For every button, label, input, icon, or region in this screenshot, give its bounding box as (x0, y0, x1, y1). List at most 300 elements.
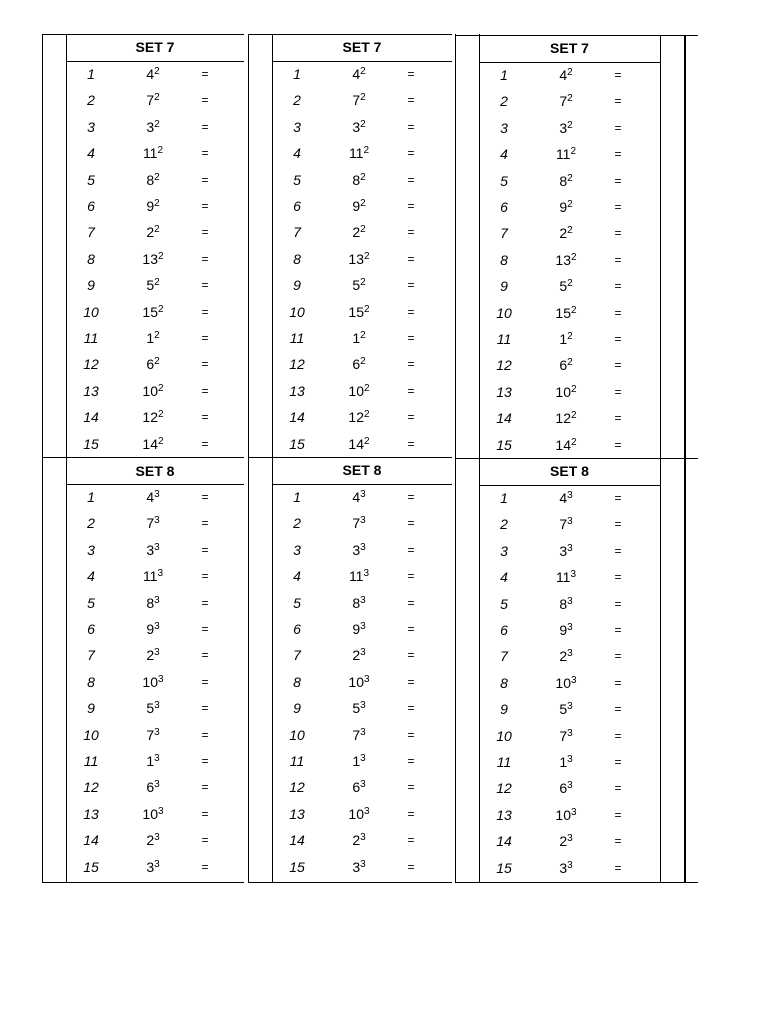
power-expression (541, 115, 591, 141)
power-exponent: 3 (567, 542, 573, 554)
problem-number: 2 (293, 92, 301, 109)
problem-number: 6 (87, 621, 95, 637)
power-base: 14 (555, 436, 571, 453)
problem-row (248, 114, 452, 140)
problem-number: 14 (496, 833, 512, 850)
power-base: 8 (352, 594, 361, 611)
problem-row (42, 563, 244, 589)
power-expression (541, 273, 591, 299)
power-base: 2 (352, 224, 361, 241)
power-base: 3 (559, 119, 568, 136)
power-exponent: 3 (567, 754, 573, 765)
equals-sign: = (614, 68, 622, 82)
problem-row (248, 748, 452, 774)
problem-number: 9 (500, 701, 508, 718)
power-expression (128, 351, 178, 377)
equals-sign: = (407, 172, 415, 187)
problem-number: 15 (83, 435, 99, 452)
power-expression (541, 591, 591, 617)
power-base: 3 (146, 118, 155, 135)
power-expression (541, 670, 591, 696)
problem-row (455, 405, 660, 431)
power-base: 13 (142, 250, 158, 267)
problem-number: 8 (500, 674, 508, 691)
problem-row (455, 643, 660, 669)
power-exponent: 2 (364, 435, 370, 447)
power-base: 6 (352, 356, 361, 373)
power-expression (541, 564, 591, 590)
equals-sign: = (201, 833, 209, 848)
power-base: 3 (352, 858, 361, 875)
power-exponent: 3 (154, 726, 160, 738)
power-expression (334, 325, 384, 351)
problem-row (248, 563, 452, 589)
power-exponent: 3 (360, 515, 366, 527)
power-exponent: 2 (158, 435, 164, 447)
equals-sign: = (614, 94, 622, 109)
power-expression (541, 300, 591, 326)
problem-row (455, 723, 660, 749)
problem-row (42, 642, 244, 668)
equals-sign: = (614, 491, 622, 505)
power-expression (541, 88, 591, 114)
power-base: 8 (352, 171, 361, 188)
power-expression (334, 431, 384, 457)
problem-row (455, 802, 660, 828)
problem-number: 1 (293, 489, 301, 505)
problem-row (455, 511, 660, 537)
power-expression (541, 538, 591, 564)
equals-sign: = (407, 304, 415, 319)
equals-sign: = (407, 383, 415, 398)
power-base: 7 (559, 93, 568, 110)
equals-sign: = (407, 67, 415, 81)
problem-row (455, 775, 660, 801)
power-expression (128, 325, 178, 351)
equals-sign: = (614, 305, 622, 320)
equals-sign: = (201, 119, 209, 134)
problem-row (455, 220, 660, 246)
equals-sign: = (407, 410, 415, 425)
power-exponent: 2 (571, 304, 577, 316)
equals-sign: = (614, 623, 622, 637)
power-base: 6 (146, 356, 155, 373)
equals-sign: = (201, 93, 209, 108)
power-exponent: 3 (360, 753, 366, 764)
power-base: 4 (146, 66, 155, 82)
equals-sign: = (614, 411, 622, 426)
power-expression (128, 774, 178, 800)
power-exponent: 3 (567, 595, 573, 607)
power-expression (541, 168, 591, 194)
problem-row (42, 140, 244, 166)
power-exponent: 2 (154, 171, 160, 183)
problem-number: 13 (83, 382, 99, 399)
power-exponent: 3 (571, 674, 577, 686)
power-expression (541, 643, 591, 669)
power-exponent: 2 (567, 357, 573, 369)
problem-number: 5 (500, 172, 508, 189)
equals-sign: = (201, 436, 209, 451)
column-bottom-border (455, 882, 698, 883)
power-base: 6 (352, 779, 361, 796)
problem-row (455, 591, 660, 617)
problem-number: 6 (293, 198, 301, 214)
power-expression (334, 563, 384, 589)
power-base: 7 (559, 727, 568, 744)
problem-row (42, 87, 244, 113)
power-exponent: 2 (154, 92, 160, 104)
equals-sign: = (614, 543, 622, 558)
power-exponent: 2 (571, 383, 577, 395)
power-expression (334, 510, 384, 536)
power-exponent: 3 (154, 647, 160, 659)
power-exponent: 3 (360, 647, 366, 659)
equals-sign: = (407, 542, 415, 557)
power-expression (541, 617, 591, 643)
power-base: 10 (142, 382, 158, 399)
equals-sign: = (407, 806, 415, 821)
problem-row (42, 193, 244, 219)
power-exponent: 3 (157, 568, 164, 580)
equals-sign: = (614, 702, 622, 717)
equals-sign: = (201, 754, 209, 768)
problem-number: 1 (500, 490, 508, 506)
problem-number: 15 (289, 858, 305, 875)
problem-number: 8 (87, 250, 95, 267)
problem-row (248, 642, 452, 668)
equals-sign: = (407, 93, 415, 108)
power-exponent: 3 (360, 858, 366, 870)
power-expression (128, 748, 178, 774)
problem-row (42, 378, 244, 404)
power-exponent: 3 (360, 832, 366, 844)
problem-row (455, 828, 660, 854)
problem-number: 6 (500, 622, 508, 638)
power-expression (541, 828, 591, 854)
power-base: 1 (352, 753, 361, 769)
power-expression (334, 140, 384, 166)
problem-row (455, 247, 660, 273)
power-expression (541, 220, 591, 246)
power-expression (334, 484, 384, 510)
equals-sign: = (614, 200, 622, 214)
equals-sign: = (407, 754, 415, 768)
problem-row (42, 722, 244, 748)
power-base: 11 (348, 145, 364, 162)
power-base: 9 (559, 622, 568, 638)
power-expression (334, 590, 384, 616)
power-exponent: 2 (154, 356, 160, 368)
problem-number: 11 (83, 753, 99, 769)
power-exponent: 3 (154, 700, 160, 712)
problem-number: 2 (500, 516, 508, 533)
equals-sign: = (201, 357, 209, 372)
problem-number: 9 (87, 700, 95, 717)
power-base: 6 (559, 780, 568, 797)
equals-sign: = (614, 384, 622, 399)
problem-row (248, 87, 452, 113)
power-exponent: 2 (360, 198, 366, 209)
power-expression (541, 352, 591, 378)
problem-number: 5 (87, 171, 95, 188)
power-expression (541, 775, 591, 801)
power-base: 6 (146, 779, 155, 796)
equals-sign: = (201, 542, 209, 557)
problem-row (248, 431, 452, 457)
power-expression (334, 827, 384, 853)
power-base: 9 (146, 198, 155, 214)
power-expression (541, 696, 591, 722)
equals-sign: = (407, 727, 415, 742)
problem-number: 15 (496, 859, 512, 876)
problem-number: 10 (83, 303, 99, 320)
power-base: 2 (559, 648, 568, 665)
power-expression (541, 194, 591, 220)
problem-number: 9 (293, 700, 301, 717)
problem-number: 10 (496, 304, 512, 321)
problem-row (42, 325, 244, 351)
problem-number: 8 (293, 250, 301, 267)
power-expression (128, 404, 178, 430)
set-title: SET 8 (342, 462, 382, 478)
power-exponent: 3 (567, 490, 573, 501)
power-exponent: 3 (158, 805, 164, 817)
problem-number: 12 (289, 356, 305, 373)
problem-row (248, 722, 452, 748)
power-exponent: 2 (360, 118, 366, 130)
power-expression (334, 854, 384, 880)
problem-number: 7 (500, 225, 508, 242)
power-base: 1 (146, 330, 155, 346)
power-base: 7 (352, 92, 361, 109)
equals-sign: = (201, 304, 209, 319)
problem-row (42, 404, 244, 430)
power-base: 2 (146, 224, 155, 241)
problem-row (248, 140, 452, 166)
power-expression (334, 167, 384, 193)
power-expression (334, 669, 384, 695)
power-expression (128, 616, 178, 642)
problem-row (248, 590, 452, 616)
problem-number: 10 (289, 303, 305, 320)
power-expression (334, 774, 384, 800)
power-expression (128, 114, 178, 140)
power-exponent: 2 (567, 119, 573, 131)
equals-sign: = (614, 226, 622, 241)
power-exponent: 3 (571, 806, 577, 818)
problem-number: 2 (87, 92, 95, 109)
power-exponent: 3 (360, 489, 366, 500)
problem-number: 13 (496, 806, 512, 823)
problem-number: 9 (500, 278, 508, 295)
equals-sign: = (614, 807, 622, 822)
problem-row (248, 246, 452, 272)
problem-row (248, 695, 452, 721)
problem-row (455, 564, 660, 590)
power-expression (334, 404, 384, 430)
equals-sign: = (614, 755, 622, 769)
equals-sign: = (201, 701, 209, 716)
problem-row (248, 774, 452, 800)
problem-row (42, 299, 244, 325)
power-base: 14 (142, 435, 158, 452)
power-exponent: 3 (570, 569, 577, 581)
power-expression (128, 219, 178, 245)
problem-row (455, 88, 660, 114)
problem-number: 11 (289, 753, 305, 769)
power-expression (541, 405, 591, 431)
power-base: 7 (352, 515, 361, 532)
equals-sign: = (407, 119, 415, 134)
problem-number: 15 (83, 858, 99, 875)
power-expression (541, 855, 591, 881)
problem-row (248, 325, 452, 351)
power-exponent: 2 (567, 67, 573, 78)
problem-number: 7 (500, 648, 508, 665)
problem-number: 12 (496, 357, 512, 374)
power-base: 2 (146, 647, 155, 664)
equals-sign: = (407, 780, 415, 795)
power-expression (128, 722, 178, 748)
problem-number: 14 (289, 832, 305, 849)
power-exponent: 2 (360, 356, 366, 368)
problem-row (248, 299, 452, 325)
power-expression (334, 642, 384, 668)
problem-row (455, 115, 660, 141)
problem-row (42, 510, 244, 536)
power-expression (334, 378, 384, 404)
power-base: 8 (559, 172, 568, 189)
power-expression (541, 723, 591, 749)
problem-row (42, 616, 244, 642)
power-exponent: 2 (571, 410, 577, 422)
power-exponent: 3 (154, 858, 160, 870)
problem-number: 12 (289, 779, 305, 796)
problem-number: 3 (293, 118, 301, 135)
power-exponent: 2 (158, 303, 164, 315)
problem-number: 5 (293, 171, 301, 188)
power-expression (128, 140, 178, 166)
problem-row (42, 114, 244, 140)
power-expression (334, 695, 384, 721)
problem-row (42, 801, 244, 827)
problem-row (248, 193, 452, 219)
power-base: 2 (146, 832, 155, 849)
problem-number: 12 (496, 780, 512, 797)
problem-row (248, 801, 452, 827)
problem-number: 3 (87, 118, 95, 135)
power-expression (128, 854, 178, 880)
power-expression (334, 61, 384, 87)
problem-row (42, 695, 244, 721)
equals-sign: = (407, 674, 415, 689)
equals-sign: = (614, 173, 622, 188)
power-expression (128, 378, 178, 404)
problem-number: 9 (87, 277, 95, 294)
equals-sign: = (407, 278, 415, 293)
problem-number: 11 (289, 330, 305, 346)
problem-row (42, 748, 244, 774)
problem-row (42, 246, 244, 272)
problem-number: 11 (83, 330, 99, 346)
power-base: 5 (352, 700, 361, 717)
power-exponent: 2 (158, 250, 164, 262)
power-expression (128, 193, 178, 219)
problem-row (42, 167, 244, 193)
power-exponent: 2 (158, 382, 164, 394)
power-exponent: 3 (567, 622, 573, 633)
power-exponent: 3 (360, 700, 366, 712)
equals-sign: = (614, 517, 622, 532)
equals-sign: = (201, 490, 209, 504)
equals-sign: = (407, 436, 415, 451)
power-expression (334, 272, 384, 298)
power-base: 1 (559, 754, 568, 770)
power-base: 5 (352, 277, 361, 294)
problem-number: 10 (83, 726, 99, 743)
power-base: 12 (142, 409, 158, 426)
power-exponent: 2 (363, 145, 370, 157)
power-expression (128, 272, 178, 298)
equals-sign: = (201, 67, 209, 81)
power-base: 7 (146, 515, 155, 532)
problem-row (248, 351, 452, 377)
problem-number: 4 (87, 568, 95, 585)
problem-row (42, 431, 244, 457)
power-base: 15 (348, 303, 364, 320)
power-base: 14 (348, 435, 364, 452)
equals-sign: = (201, 199, 209, 213)
problem-number: 10 (289, 726, 305, 743)
power-expression (541, 511, 591, 537)
equals-sign: = (407, 833, 415, 848)
equals-sign: = (614, 860, 622, 875)
problem-number: 13 (289, 382, 305, 399)
power-base: 1 (146, 753, 155, 769)
equals-sign: = (407, 516, 415, 531)
power-expression (128, 61, 178, 87)
power-base: 3 (146, 541, 155, 558)
power-expression (541, 141, 591, 167)
set-top-border (42, 457, 244, 458)
problem-row (455, 168, 660, 194)
power-expression (541, 485, 591, 511)
problem-row (455, 326, 660, 352)
problem-number: 12 (83, 779, 99, 796)
problem-row (248, 167, 452, 193)
equals-sign: = (201, 331, 209, 345)
problem-number: 3 (87, 541, 95, 558)
power-base: 7 (559, 516, 568, 533)
equals-sign: = (407, 146, 415, 161)
problem-row (42, 351, 244, 377)
power-exponent: 3 (154, 594, 160, 606)
equals-sign: = (614, 649, 622, 664)
power-exponent: 3 (360, 594, 366, 606)
problem-row (248, 616, 452, 642)
problem-row (455, 670, 660, 696)
power-base: 1 (352, 330, 361, 346)
power-expression (128, 801, 178, 827)
power-base: 12 (348, 409, 364, 426)
power-expression (334, 246, 384, 272)
power-base: 2 (559, 833, 568, 850)
power-exponent: 3 (360, 726, 366, 738)
power-exponent: 2 (154, 198, 160, 209)
power-expression (128, 537, 178, 563)
problem-number: 13 (83, 805, 99, 822)
